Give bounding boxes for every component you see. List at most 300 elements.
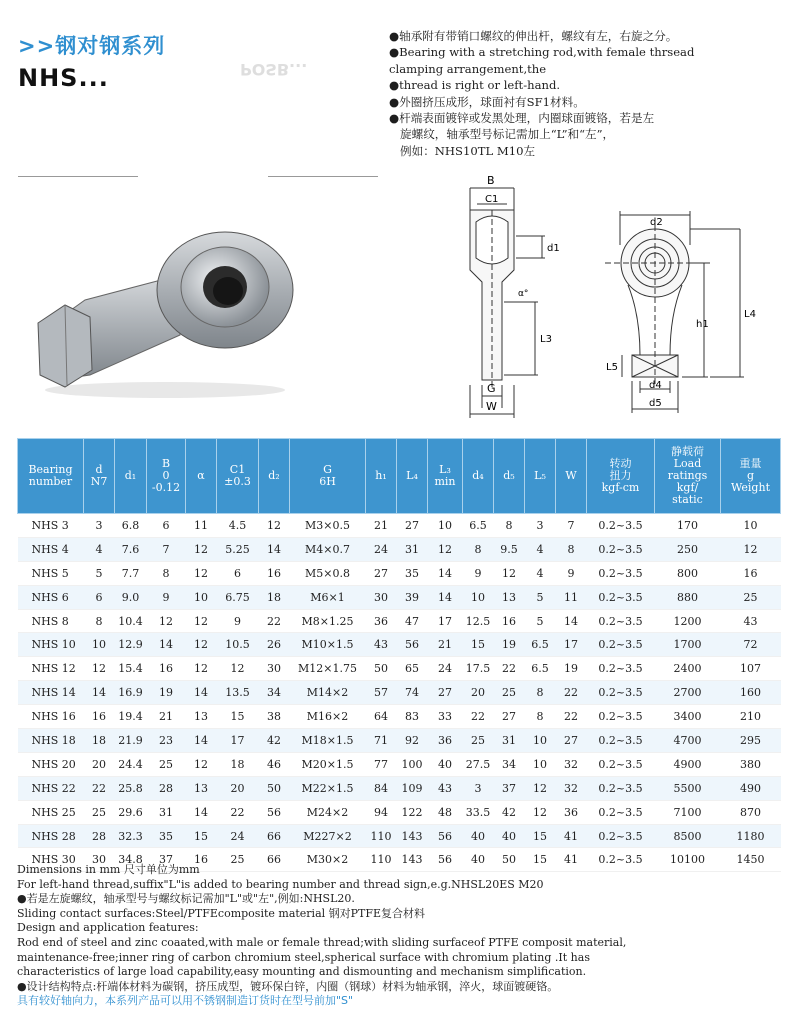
- header-line: L₅: [534, 469, 546, 482]
- cell-d4: 9: [463, 561, 494, 585]
- cell-d: 22: [84, 776, 115, 800]
- cell-alpha: 12: [186, 633, 217, 657]
- cell-d2: 38: [259, 705, 290, 729]
- cell-d4: 17.5: [463, 657, 494, 681]
- table-row: [18, 705, 781, 729]
- cell-d1: 25.8: [115, 776, 147, 800]
- cell-L3: 33: [428, 705, 463, 729]
- cell-B: 8: [147, 561, 186, 585]
- cell-W: 27: [556, 729, 587, 753]
- cell-C1: 20: [217, 776, 259, 800]
- cell-torque: 0.2~3.5: [587, 585, 655, 609]
- header-line: 0: [162, 469, 170, 482]
- cell-G: M6×1: [290, 585, 366, 609]
- cell-load: 10100: [655, 848, 721, 872]
- label-d5: d5: [649, 398, 662, 409]
- cell-d2: 16: [259, 561, 290, 585]
- cell-name: NHS 5: [18, 561, 84, 585]
- cell-d4: 33.5: [463, 800, 494, 824]
- cell-d5: 8: [494, 514, 525, 538]
- cell-d: 14: [84, 681, 115, 705]
- header-line: Load: [673, 457, 702, 470]
- cell-L4: 109: [397, 776, 428, 800]
- cell-L4: 143: [397, 824, 428, 848]
- cell-d4: 22: [463, 705, 494, 729]
- cell-G: M14×2: [290, 681, 366, 705]
- cell-d2: 56: [259, 800, 290, 824]
- cell-C1: 17: [217, 729, 259, 753]
- cell-load: 5500: [655, 776, 721, 800]
- cell-d5: 40: [494, 824, 525, 848]
- cell-d1: 10.4: [115, 609, 147, 633]
- cell-d2: 12: [259, 514, 290, 538]
- divider-line-right: [268, 176, 378, 177]
- header-line: Weight: [731, 481, 770, 494]
- header-d: [84, 439, 115, 514]
- note-line: Design and application features:: [17, 921, 199, 935]
- cell-d1: 16.9: [115, 681, 147, 705]
- cell-weight: 295: [721, 729, 781, 753]
- cell-h1: 94: [366, 800, 397, 824]
- cell-B: 7: [147, 537, 186, 561]
- description-block: [389, 28, 794, 159]
- cell-alpha: 12: [186, 752, 217, 776]
- cell-d: 4: [84, 537, 115, 561]
- cell-G: M5×0.8: [290, 561, 366, 585]
- cell-name: NHS 30: [18, 848, 84, 872]
- cell-weight: 12: [721, 537, 781, 561]
- table-row: [18, 681, 781, 705]
- cell-d: 30: [84, 848, 115, 872]
- cell-C1: 13.5: [217, 681, 259, 705]
- cell-C1: 12: [217, 657, 259, 681]
- cell-B: 19: [147, 681, 186, 705]
- cell-L3: 14: [428, 585, 463, 609]
- cell-W: 7: [556, 514, 587, 538]
- cell-G: M227×2: [290, 824, 366, 848]
- cell-L5: 4: [525, 561, 556, 585]
- cell-G: M18×1.5: [290, 729, 366, 753]
- cell-C1: 6: [217, 561, 259, 585]
- cell-d4: 15: [463, 633, 494, 657]
- header-torque: [587, 439, 655, 514]
- cell-d2: 42: [259, 729, 290, 753]
- header-h1: [366, 439, 397, 514]
- cell-W: 41: [556, 848, 587, 872]
- cell-load: 800: [655, 561, 721, 585]
- header-line: L₄: [406, 469, 418, 482]
- cell-W: 14: [556, 609, 587, 633]
- cell-L4: 143: [397, 848, 428, 872]
- spec-table: [17, 438, 781, 872]
- cell-G: M30×2: [290, 848, 366, 872]
- label-B: B: [487, 174, 495, 187]
- cell-B: 16: [147, 657, 186, 681]
- table-row: [18, 824, 781, 848]
- side-section-drawing: [440, 170, 570, 420]
- cell-name: NHS 12: [18, 657, 84, 681]
- cell-d5: 16: [494, 609, 525, 633]
- header-line: 静载荷: [671, 445, 704, 458]
- note-line: maintenance-free;inner ring of carbon chromium steel,spherical surface with chromium plating .It has: [17, 950, 590, 964]
- cell-torque: 0.2~3.5: [587, 609, 655, 633]
- description-line: clamping arrangement,the: [389, 61, 547, 76]
- cell-L3: 40: [428, 752, 463, 776]
- cell-d4: 27.5: [463, 752, 494, 776]
- cell-torque: 0.2~3.5: [587, 824, 655, 848]
- cell-d: 20: [84, 752, 115, 776]
- cell-W: 17: [556, 633, 587, 657]
- cell-G: M24×2: [290, 800, 366, 824]
- cell-d1: 19.4: [115, 705, 147, 729]
- header-alpha: [186, 439, 217, 514]
- cell-d2: 46: [259, 752, 290, 776]
- table-row: [18, 514, 781, 538]
- cell-C1: 4.5: [217, 514, 259, 538]
- label-h1: h1: [696, 319, 709, 330]
- header-line: ratings: [667, 469, 708, 482]
- header-line: g: [746, 469, 755, 482]
- cell-G: M16×2: [290, 705, 366, 729]
- cell-B: 25: [147, 752, 186, 776]
- cell-G: M8×1.25: [290, 609, 366, 633]
- label-alpha: α°: [518, 289, 529, 299]
- cell-B: 28: [147, 776, 186, 800]
- cell-d2: 26: [259, 633, 290, 657]
- cell-alpha: 13: [186, 776, 217, 800]
- rod-end-bearing-photo: [30, 205, 320, 405]
- cell-L3: 24: [428, 657, 463, 681]
- cell-weight: 1450: [721, 848, 781, 872]
- cell-B: 35: [147, 824, 186, 848]
- cell-torque: 0.2~3.5: [587, 729, 655, 753]
- cell-weight: 107: [721, 657, 781, 681]
- cell-d5: 31: [494, 729, 525, 753]
- cell-d1: 6.8: [115, 514, 147, 538]
- cell-L4: 92: [397, 729, 428, 753]
- cell-L4: 35: [397, 561, 428, 585]
- cell-weight: 10: [721, 514, 781, 538]
- cell-d5: 27: [494, 705, 525, 729]
- header-C1: [217, 439, 259, 514]
- header-line: d₄: [472, 469, 484, 482]
- cell-W: 32: [556, 776, 587, 800]
- header-line: Bearing: [28, 463, 73, 476]
- cell-W: 36: [556, 800, 587, 824]
- table-row: [18, 537, 781, 561]
- header-line: kgf/: [676, 481, 699, 494]
- cell-d5: 50: [494, 848, 525, 872]
- cell-h1: 110: [366, 824, 397, 848]
- cell-d2: 34: [259, 681, 290, 705]
- header-weight: [721, 439, 781, 514]
- cell-d2: 66: [259, 848, 290, 872]
- cell-L5: 8: [525, 681, 556, 705]
- cell-torque: 0.2~3.5: [587, 848, 655, 872]
- label-G: G: [487, 382, 496, 395]
- cell-L3: 27: [428, 681, 463, 705]
- label-L5: L5: [606, 362, 618, 373]
- cell-L5: 4: [525, 537, 556, 561]
- cell-torque: 0.2~3.5: [587, 752, 655, 776]
- cell-C1: 18: [217, 752, 259, 776]
- cell-alpha: 15: [186, 824, 217, 848]
- label-W: W: [486, 400, 497, 413]
- cell-alpha: 14: [186, 681, 217, 705]
- cell-L3: 14: [428, 561, 463, 585]
- header-B: [147, 439, 186, 514]
- cell-load: 4900: [655, 752, 721, 776]
- cell-L5: 10: [525, 729, 556, 753]
- cell-L5: 6.5: [525, 633, 556, 657]
- cell-h1: 36: [366, 609, 397, 633]
- cell-name: NHS 14: [18, 681, 84, 705]
- header-line: α: [197, 469, 205, 482]
- cell-torque: 0.2~3.5: [587, 514, 655, 538]
- cell-G: M3×0.5: [290, 514, 366, 538]
- cell-name: NHS 3: [18, 514, 84, 538]
- header-load: [655, 439, 721, 514]
- cell-d1: 21.9: [115, 729, 147, 753]
- cell-d2: 14: [259, 537, 290, 561]
- header-line: 转动: [609, 457, 632, 470]
- cell-d4: 10: [463, 585, 494, 609]
- header-d4: [463, 439, 494, 514]
- cell-d2: 30: [259, 657, 290, 681]
- cell-torque: 0.2~3.5: [587, 800, 655, 824]
- header-line: d₂: [268, 469, 280, 482]
- cell-load: 1700: [655, 633, 721, 657]
- note-line: ●设计结构特点:杆端体材料为碳钢，挤压成型，镀环保白锌，内圈（钢球）材料为轴承钢，淬火，球面镀硬铬。: [17, 979, 559, 993]
- cell-C1: 25: [217, 848, 259, 872]
- cell-torque: 0.2~3.5: [587, 537, 655, 561]
- description-line: 旋螺纹，轴承型号标记需加上“L”和“左”，: [400, 127, 615, 142]
- cell-alpha: 10: [186, 585, 217, 609]
- label-C1: C1: [485, 194, 499, 205]
- cell-d4: 8: [463, 537, 494, 561]
- cell-W: 9: [556, 561, 587, 585]
- cell-L4: 83: [397, 705, 428, 729]
- cell-W: 19: [556, 657, 587, 681]
- cell-load: 250: [655, 537, 721, 561]
- cell-name: NHS 10: [18, 633, 84, 657]
- cell-W: 32: [556, 752, 587, 776]
- cell-h1: 21: [366, 514, 397, 538]
- cell-load: 4700: [655, 729, 721, 753]
- cell-L4: 39: [397, 585, 428, 609]
- header-L5: [525, 439, 556, 514]
- divider-line-left: [18, 176, 138, 177]
- cell-d2: 18: [259, 585, 290, 609]
- cell-B: 37: [147, 848, 186, 872]
- cell-load: 2700: [655, 681, 721, 705]
- cell-L5: 6.5: [525, 657, 556, 681]
- table-row: [18, 561, 781, 585]
- cell-L4: 56: [397, 633, 428, 657]
- cell-torque: 0.2~3.5: [587, 657, 655, 681]
- cell-d5: 34: [494, 752, 525, 776]
- note-line: characteristics of large load capability,easy mounting and dismounting and mechanism simplification.: [17, 965, 587, 979]
- cell-L3: 12: [428, 537, 463, 561]
- cell-B: 12: [147, 609, 186, 633]
- cell-L5: 15: [525, 848, 556, 872]
- cell-d4: 25: [463, 729, 494, 753]
- cell-name: NHS 16: [18, 705, 84, 729]
- cell-W: 22: [556, 681, 587, 705]
- description-line: ●外圈挤压成形，球面衬有SF1材料。: [389, 94, 585, 109]
- cell-C1: 22: [217, 800, 259, 824]
- cell-torque: 0.2~3.5: [587, 561, 655, 585]
- header-line: 重量: [739, 457, 762, 470]
- header-line: W: [565, 469, 577, 482]
- cell-name: NHS 25: [18, 800, 84, 824]
- cell-C1: 24: [217, 824, 259, 848]
- cell-h1: 27: [366, 561, 397, 585]
- cell-load: 8500: [655, 824, 721, 848]
- cell-weight: 43: [721, 609, 781, 633]
- table-row: [18, 752, 781, 776]
- cell-d1: 15.4: [115, 657, 147, 681]
- cell-L3: 10: [428, 514, 463, 538]
- header-name: [18, 439, 84, 514]
- cell-L3: 21: [428, 633, 463, 657]
- cell-h1: 77: [366, 752, 397, 776]
- cell-B: 31: [147, 800, 186, 824]
- description-line: ●轴承附有带销口螺纹的伸出杆，螺纹有左，右旋之分。: [389, 29, 678, 43]
- table-body: [18, 514, 781, 872]
- cell-d5: 37: [494, 776, 525, 800]
- cell-alpha: 16: [186, 848, 217, 872]
- cell-d: 18: [84, 729, 115, 753]
- cell-d: 8: [84, 609, 115, 633]
- header-d1: [115, 439, 147, 514]
- cell-d4: 20: [463, 681, 494, 705]
- cell-alpha: 14: [186, 800, 217, 824]
- header-line: -0.12: [151, 481, 181, 494]
- cell-L5: 8: [525, 705, 556, 729]
- note-line: ●若是左旋螺纹，轴承型号与螺纹标记需加"L"或"左",例如:NHSL20.: [17, 892, 355, 906]
- cell-name: NHS 4: [18, 537, 84, 561]
- cell-G: M4×0.7: [290, 537, 366, 561]
- cell-h1: 24: [366, 537, 397, 561]
- cell-name: NHS 18: [18, 729, 84, 753]
- cell-L5: 3: [525, 514, 556, 538]
- cell-L3: 48: [428, 800, 463, 824]
- label-L3: L3: [540, 334, 552, 345]
- cell-h1: 30: [366, 585, 397, 609]
- cell-L5: 15: [525, 824, 556, 848]
- cell-L5: 12: [525, 800, 556, 824]
- cell-d1: 29.6: [115, 800, 147, 824]
- table-row: [18, 585, 781, 609]
- header-line: d₁: [124, 469, 137, 482]
- header-line: static: [672, 493, 703, 506]
- cell-weight: 25: [721, 585, 781, 609]
- cell-alpha: 14: [186, 729, 217, 753]
- header-line: C1: [229, 463, 246, 476]
- cell-alpha: 13: [186, 705, 217, 729]
- cell-h1: 50: [366, 657, 397, 681]
- cell-torque: 0.2~3.5: [587, 776, 655, 800]
- model-title: NHS...: [18, 64, 109, 92]
- cell-torque: 0.2~3.5: [587, 705, 655, 729]
- cell-d: 25: [84, 800, 115, 824]
- cell-weight: 870: [721, 800, 781, 824]
- description-line: ●Bearing with a stretching rod,with female thrsead: [389, 45, 695, 60]
- note-line: 具有较好轴向力，本系列产品可以用不锈钢制造订货时在型号前加"S": [17, 994, 354, 1008]
- cell-load: 880: [655, 585, 721, 609]
- cell-L3: 56: [428, 824, 463, 848]
- header-line: G: [323, 463, 332, 476]
- cell-W: 11: [556, 585, 587, 609]
- cell-weight: 16: [721, 561, 781, 585]
- header-line: L₃: [439, 463, 451, 476]
- header-line: ±0.3: [224, 475, 251, 488]
- cell-G: M22×1.5: [290, 776, 366, 800]
- cell-d1: 34.8: [115, 848, 147, 872]
- cell-d: 3: [84, 514, 115, 538]
- note-line: For left-hand thread,suffix"L"is added to bearing number and thread sign,e.g.NHSL20ES M20: [17, 877, 544, 891]
- cell-L3: 56: [428, 848, 463, 872]
- table-header-row: [18, 439, 781, 514]
- cell-name: NHS 6: [18, 585, 84, 609]
- cell-d5: 22: [494, 657, 525, 681]
- cell-B: 9: [147, 585, 186, 609]
- cell-C1: 15: [217, 705, 259, 729]
- cell-d4: 40: [463, 848, 494, 872]
- cell-weight: 380: [721, 752, 781, 776]
- cell-d: 5: [84, 561, 115, 585]
- cell-d1: 32.3: [115, 824, 147, 848]
- header-line: kgf-cm: [601, 481, 640, 494]
- cell-d: 10: [84, 633, 115, 657]
- cell-h1: 43: [366, 633, 397, 657]
- description-line: ●thread is right or left-hand.: [389, 78, 561, 93]
- header-d2: [259, 439, 290, 514]
- label-d2: d2: [650, 217, 663, 228]
- cell-W: 22: [556, 705, 587, 729]
- cell-d4: 3: [463, 776, 494, 800]
- cell-G: M10×1.5: [290, 633, 366, 657]
- header-line: 6H: [319, 475, 336, 488]
- cell-d5: 25: [494, 681, 525, 705]
- label-L4: L4: [744, 309, 756, 320]
- cell-L4: 47: [397, 609, 428, 633]
- header-line: h₁: [375, 469, 387, 482]
- cell-d4: 12.5: [463, 609, 494, 633]
- note-line: Dimensions in mm 尺寸单位为mm: [17, 863, 200, 876]
- cell-load: 170: [655, 514, 721, 538]
- cell-d1: 9.0: [115, 585, 147, 609]
- cell-d5: 42: [494, 800, 525, 824]
- cell-L4: 100: [397, 752, 428, 776]
- cell-C1: 10.5: [217, 633, 259, 657]
- front-view-drawing: [600, 205, 760, 420]
- cell-B: 6: [147, 514, 186, 538]
- cell-d2: 22: [259, 609, 290, 633]
- label-d4: d4: [649, 380, 662, 391]
- cell-L4: 65: [397, 657, 428, 681]
- cell-L3: 36: [428, 729, 463, 753]
- cell-alpha: 11: [186, 514, 217, 538]
- cell-d2: 66: [259, 824, 290, 848]
- cell-name: NHS 8: [18, 609, 84, 633]
- header-line: d: [95, 463, 103, 476]
- cell-d2: 50: [259, 776, 290, 800]
- header-line: d₅: [503, 469, 515, 482]
- cell-C1: 9: [217, 609, 259, 633]
- cell-weight: 160: [721, 681, 781, 705]
